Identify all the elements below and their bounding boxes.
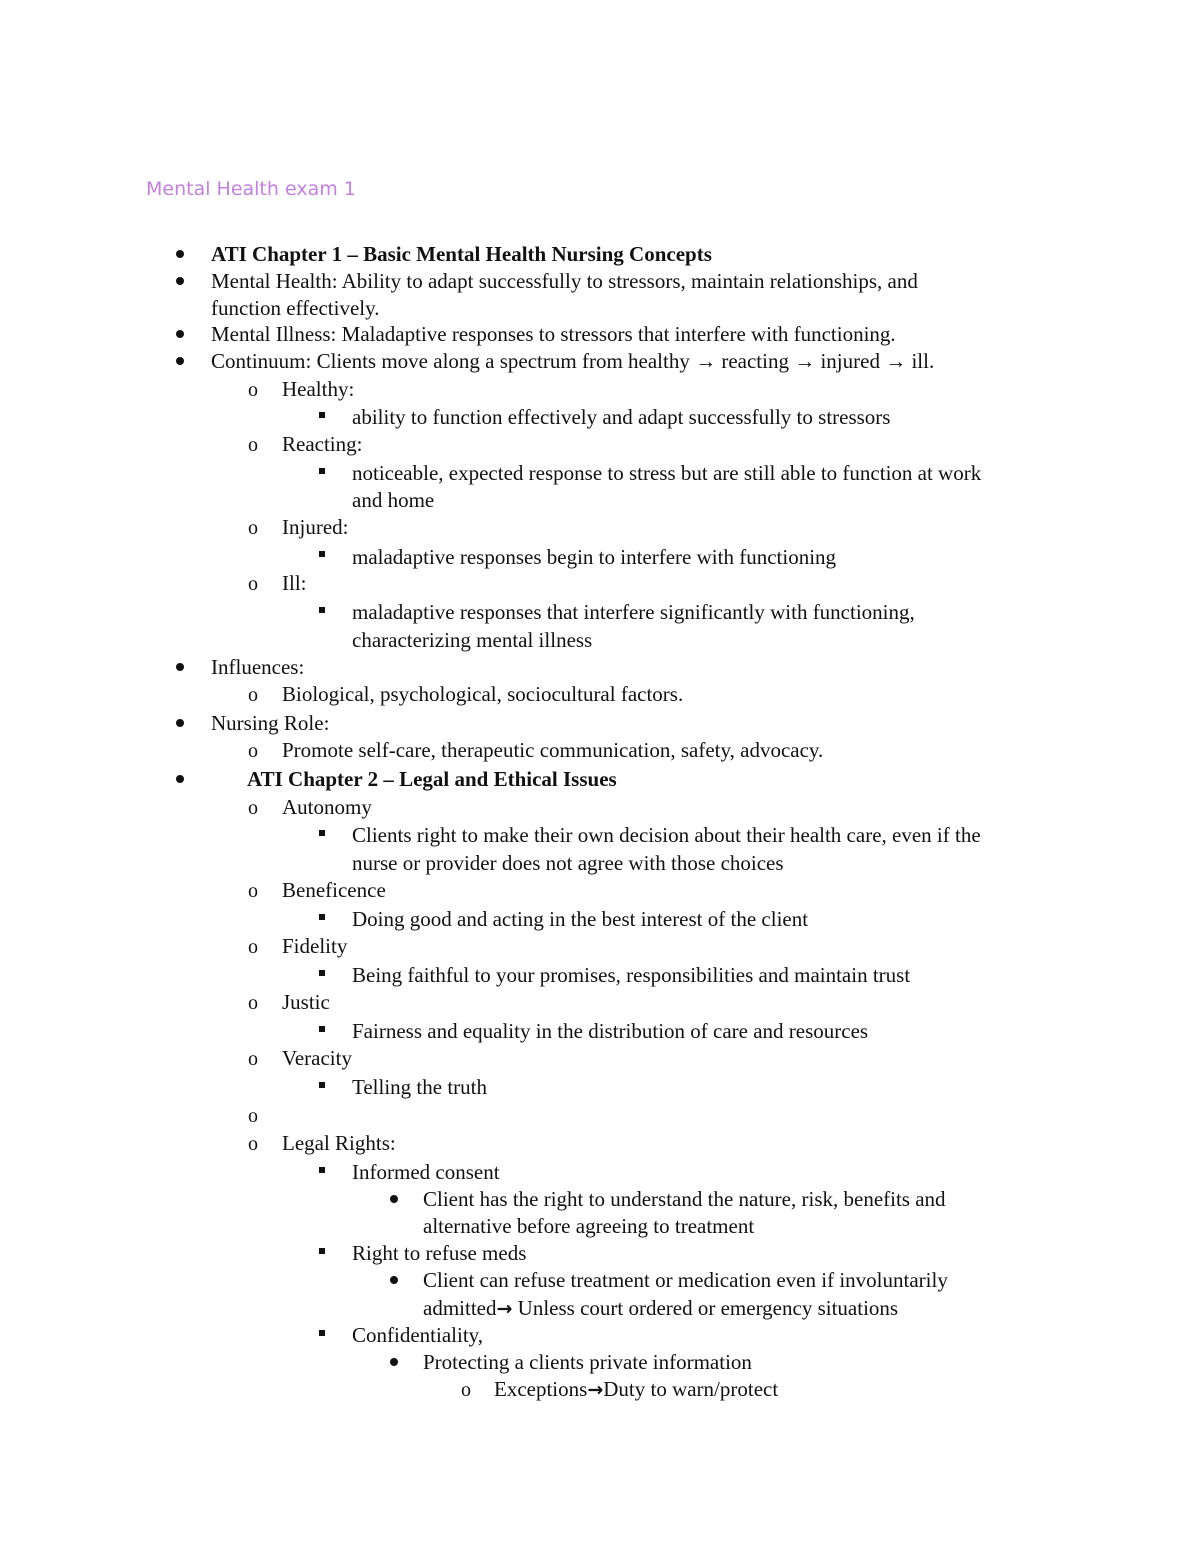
chapter-2-heading: ATI Chapter 2 – Legal and Ethical Issues xyxy=(247,767,617,791)
bullet-circle: o xyxy=(248,936,258,958)
bullet-circle: o xyxy=(248,1133,258,1155)
reacting-description: noticeable, expected response to stress but are still able to function at work xyxy=(352,461,982,485)
bullet-dot xyxy=(176,250,184,258)
bullet-circle: o xyxy=(248,434,258,456)
bullet-dot xyxy=(176,330,184,338)
bullet-dot xyxy=(176,277,184,285)
bullet-square xyxy=(319,551,325,557)
bullet-square xyxy=(319,914,325,920)
ill-description: maladaptive responses that interfere significantly with functioning, xyxy=(352,600,915,624)
bullet-circle: o xyxy=(248,992,258,1014)
bullet-dot xyxy=(390,1358,398,1366)
arrow-icon: → xyxy=(587,1379,604,1401)
nursing-role-item: Promote self-care, therapeutic communication, safety, advocacy. xyxy=(282,738,824,762)
bullet-circle: o xyxy=(248,797,258,819)
justice-description: Fairness and equality in the distribution of care and resources xyxy=(352,1019,869,1043)
principle-justice: Justic xyxy=(282,990,330,1014)
bullet-circle: o xyxy=(248,517,258,539)
bullet-dot xyxy=(390,1195,398,1203)
bullet-circle-empty: o xyxy=(248,1105,258,1127)
confidentiality-description: Protecting a clients private information xyxy=(423,1350,752,1374)
duty-to-warn: Duty to warn/protect xyxy=(603,1377,779,1401)
fidelity-description: Being faithful to your promises, responsibilities and maintain trust xyxy=(352,963,911,987)
mental-health-definition: Mental Health: Ability to adapt successfully to stressors, maintain relationships, and xyxy=(211,269,918,293)
informed-consent-description-cont: alternative before agreeing to treatment xyxy=(423,1214,755,1238)
veracity-description: Telling the truth xyxy=(352,1075,488,1099)
bullet-circle: o xyxy=(248,684,258,706)
bullet-square xyxy=(319,1248,325,1254)
bullet-dot xyxy=(176,719,184,727)
autonomy-description-cont: nurse or provider does not agree with those choices xyxy=(352,851,784,875)
bullet-circle: o xyxy=(248,740,258,762)
exceptions-label: Exceptions xyxy=(494,1377,588,1401)
continuum-definition: Continuum: Clients move along a spectrum from healthy → reacting → injured → ill. xyxy=(211,349,935,373)
bullet-circle: o xyxy=(248,880,258,902)
bullet-circle: o xyxy=(248,573,258,595)
refuse-meds-description-cont xyxy=(423,1295,898,1322)
refuse-meds-exception: Unless court ordered or emergency situations xyxy=(512,1296,899,1320)
bullet-dot xyxy=(176,775,184,783)
bullet-circle: o xyxy=(248,1048,258,1070)
bullet-square xyxy=(319,1330,325,1336)
refuse-meds-description: Client can refuse treatment or medication even if involuntarily xyxy=(423,1268,948,1292)
informed-consent-description: Client has the right to understand the nature, risk, benefits and xyxy=(423,1187,946,1211)
bullet-dot xyxy=(176,663,184,671)
bullet-square xyxy=(319,468,325,474)
continuum-ill: Ill: xyxy=(282,571,307,595)
principle-veracity: Veracity xyxy=(282,1046,352,1070)
bullet-square xyxy=(319,1167,325,1173)
legal-rights-heading: Legal Rights: xyxy=(282,1131,396,1155)
reacting-description-cont: and home xyxy=(352,488,435,512)
bullet-square xyxy=(319,830,325,836)
principle-autonomy: Autonomy xyxy=(282,795,372,819)
informed-consent: Informed consent xyxy=(352,1160,500,1184)
ill-description-cont: characterizing mental illness xyxy=(352,628,593,652)
refuse-meds-admitted: admitted xyxy=(423,1296,497,1320)
autonomy-description: Clients right to make their own decision about their health care, even if the xyxy=(352,823,981,847)
continuum-healthy: Healthy: xyxy=(282,377,355,401)
bullet-square xyxy=(319,1026,325,1032)
influences-item: Biological, psychological, sociocultural factors. xyxy=(282,682,684,706)
nursing-role-heading: Nursing Role: xyxy=(211,711,330,735)
chapter-1-heading: ATI Chapter 1 – Basic Mental Health Nursing Concepts xyxy=(211,242,712,266)
mental-health-definition-cont: function effectively. xyxy=(211,296,380,320)
mental-illness-definition: Mental Illness: Maladaptive responses to stressors that interfere with functioning. xyxy=(211,322,896,346)
bullet-square xyxy=(319,607,325,613)
bullet-dot xyxy=(390,1276,398,1284)
healthy-description: ability to function effectively and adapt successfully to stressors xyxy=(352,405,891,429)
confidentiality: Confidentiality, xyxy=(352,1323,484,1347)
beneficence-description: Doing good and acting in the best interest of the client xyxy=(352,907,809,931)
bullet-circle: o xyxy=(461,1379,471,1401)
bullet-circle: o xyxy=(248,379,258,401)
document-title: Mental Health exam 1 xyxy=(146,178,356,200)
right-to-refuse-meds: Right to refuse meds xyxy=(352,1241,527,1265)
bullet-dot xyxy=(176,357,184,365)
injured-description: maladaptive responses begin to interfere with functioning xyxy=(352,545,837,569)
bullet-square xyxy=(319,412,325,418)
arrow-icon: → xyxy=(496,1298,513,1320)
bullet-square xyxy=(319,1082,325,1088)
principle-beneficence: Beneficence xyxy=(282,878,386,902)
influences-heading: Influences: xyxy=(211,655,305,679)
continuum-reacting: Reacting: xyxy=(282,432,363,456)
continuum-injured: Injured: xyxy=(282,515,349,539)
confidentiality-exceptions xyxy=(494,1376,778,1403)
bullet-square xyxy=(319,970,325,976)
principle-fidelity: Fidelity xyxy=(282,934,348,958)
